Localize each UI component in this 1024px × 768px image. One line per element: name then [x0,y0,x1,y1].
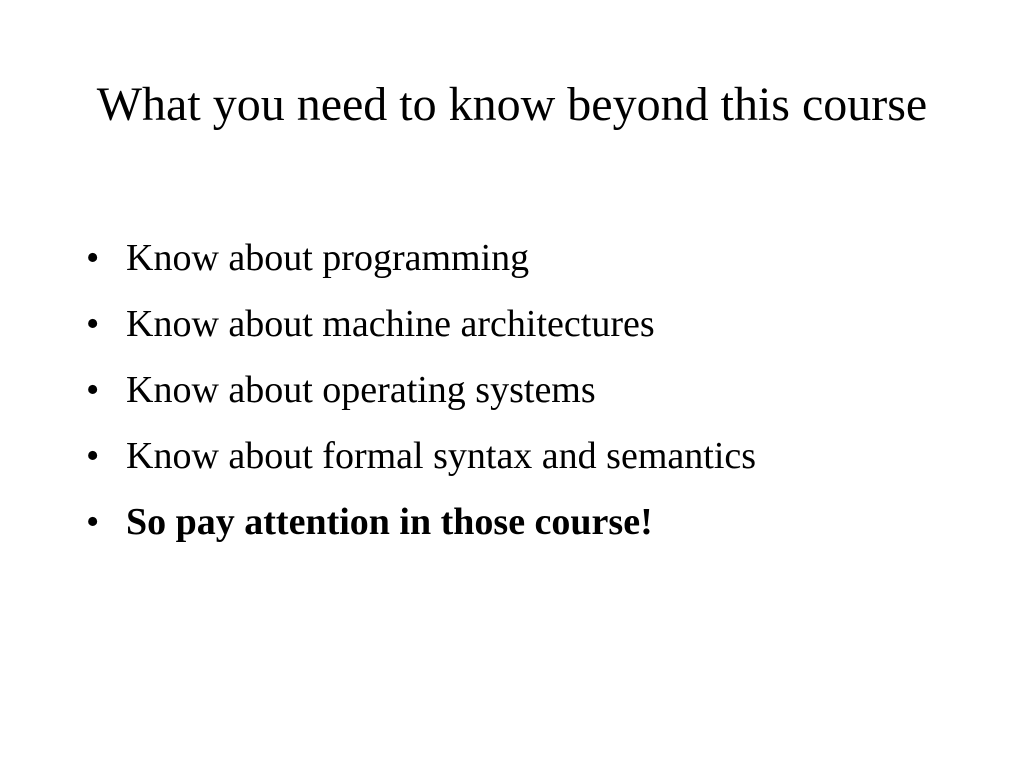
bullet-list [86,232,966,562]
bullet-text: Know about programming [126,237,530,279]
bullet-text: Know about operating systems [126,369,596,411]
bullet-item [86,298,966,350]
bullet-item [86,232,966,284]
bullet-icon: • [86,501,100,543]
slide-title: What you need to know beyond this course [96,78,928,131]
bullet-icon: • [86,303,100,345]
bullet-text: So pay attention in those course! [126,501,653,543]
bullet-icon: • [86,237,100,279]
bullet-icon: • [86,369,100,411]
bullet-text: Know about formal syntax and semantics [126,435,757,477]
bullet-icon: • [86,435,100,477]
bullet-item [86,496,966,548]
bullet-item [86,430,966,482]
bullet-text: Know about machine architectures [126,303,655,345]
bullet-item [86,364,966,416]
